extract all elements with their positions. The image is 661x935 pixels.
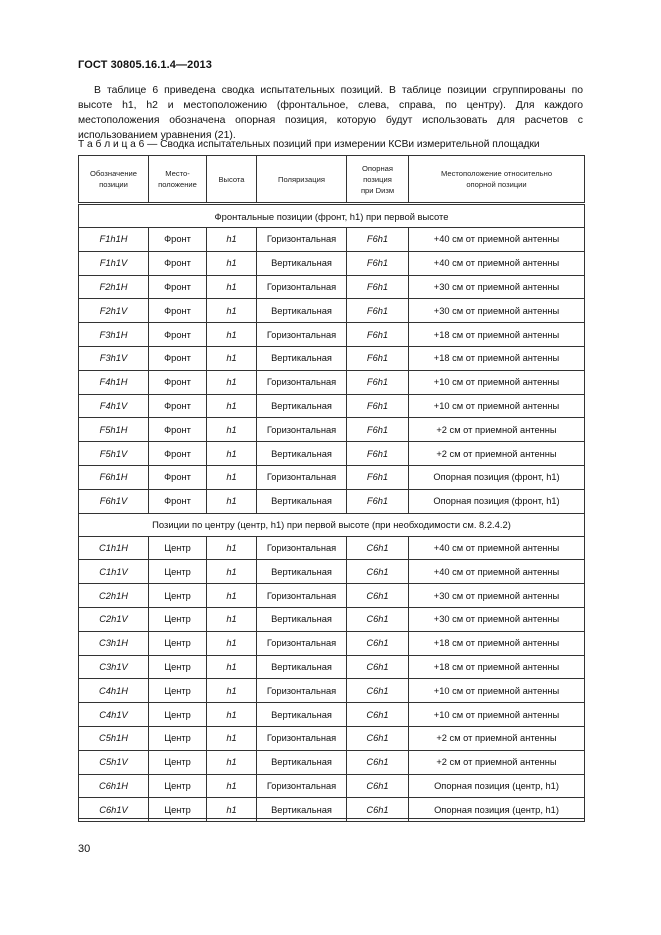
table-cell: C6h1 (347, 703, 409, 727)
table-cell: F6h1 (347, 465, 409, 489)
table-cell: C1h1V (79, 560, 149, 584)
table-cell: F6h1 (347, 228, 409, 252)
table-cell: Горизонтальная (257, 228, 347, 252)
table-cell: C6h1V (79, 798, 149, 822)
table-cell: +30 см от приемной антенны (409, 299, 585, 323)
table-cell: F2h1H (79, 275, 149, 299)
table-cell: +18 см от приемной антенны (409, 631, 585, 655)
table-cell: F6h1V (79, 489, 149, 513)
table-cell: F2h1V (79, 299, 149, 323)
table-cell: Фронт (149, 346, 207, 370)
table-row (79, 346, 585, 370)
table-body (79, 204, 585, 822)
column-header: Высота (207, 156, 257, 204)
table-cell: Горизонтальная (257, 536, 347, 560)
table-cell: Фронт (149, 442, 207, 466)
table-cell: Фронт (149, 323, 207, 347)
table-cell: h1 (207, 726, 257, 750)
table-cell: F6h1 (347, 489, 409, 513)
table-cell: +10 см от приемной антенны (409, 370, 585, 394)
table-row (79, 323, 585, 347)
table-row (79, 726, 585, 750)
table-cell: +18 см от приемной антенны (409, 323, 585, 347)
table-cell: h1 (207, 560, 257, 584)
table-row (79, 631, 585, 655)
table-row (79, 275, 585, 299)
table-cell: Вертикальная (257, 394, 347, 418)
table-cell: F3h1H (79, 323, 149, 347)
table-cell: Опорная позиция (фронт, h1) (409, 489, 585, 513)
table-cell: F6h1 (347, 323, 409, 347)
table-cell: h1 (207, 584, 257, 608)
table-cell: F6h1 (347, 418, 409, 442)
table-cell: +10 см от приемной антенны (409, 394, 585, 418)
table-caption: Т а б л и ц а 6 — Сводка испытательных позиций при измерении КСВи измерительной площадки (78, 139, 540, 150)
table-cell: C2h1H (79, 584, 149, 608)
table-cell: C6h1 (347, 679, 409, 703)
table-cell: Центр (149, 703, 207, 727)
table-cell: F5h1V (79, 442, 149, 466)
table-cell: h1 (207, 465, 257, 489)
table-row (79, 418, 585, 442)
table-cell: +2 см от приемной антенны (409, 442, 585, 466)
table-cell: Горизонтальная (257, 726, 347, 750)
table-cell: C6h1 (347, 536, 409, 560)
table-cell: Центр (149, 584, 207, 608)
table-row (79, 560, 585, 584)
table-cell: +2 см от приемной антенны (409, 750, 585, 774)
intro-paragraph (78, 83, 583, 143)
table-cell: Горизонтальная (257, 584, 347, 608)
table-cell: h1 (207, 251, 257, 275)
table-cell: Центр (149, 798, 207, 822)
table-cell: C1h1H (79, 536, 149, 560)
table-cell: +30 см от приемной антенны (409, 275, 585, 299)
table-cell: h1 (207, 679, 257, 703)
table-cell: C5h1V (79, 750, 149, 774)
table-cell: Вертикальная (257, 299, 347, 323)
table-row (79, 465, 585, 489)
table-cell: h1 (207, 489, 257, 513)
table-cell: C4h1V (79, 703, 149, 727)
column-header: Место-положение (149, 156, 207, 204)
table-cell: h1 (207, 774, 257, 798)
table-row (79, 655, 585, 679)
table-cell: Фронт (149, 370, 207, 394)
table-cell: C5h1H (79, 726, 149, 750)
table-cell: Центр (149, 536, 207, 560)
table-cell: Фронт (149, 394, 207, 418)
table-row (79, 750, 585, 774)
table-cell: F3h1V (79, 346, 149, 370)
table-cell: h1 (207, 655, 257, 679)
table-cell: Центр (149, 726, 207, 750)
table-cell: h1 (207, 418, 257, 442)
table-row (79, 299, 585, 323)
table-cell: h1 (207, 536, 257, 560)
table-cell: Центр (149, 655, 207, 679)
table-cell: +40 см от приемной антенны (409, 560, 585, 584)
table-row (79, 774, 585, 798)
table-cell: Фронт (149, 299, 207, 323)
section-row (79, 204, 585, 228)
table-row (79, 251, 585, 275)
table-cell: F6h1H (79, 465, 149, 489)
table-cell: +18 см от приемной антенны (409, 655, 585, 679)
table-cell: Вертикальная (257, 607, 347, 631)
table-cell: C6h1 (347, 631, 409, 655)
table-cell: h1 (207, 607, 257, 631)
table-cell: F1h1H (79, 228, 149, 252)
table-cell: +18 см от приемной антенны (409, 346, 585, 370)
table-cell: F6h1 (347, 394, 409, 418)
table-cell: +40 см от приемной антенны (409, 251, 585, 275)
table-cell: Вертикальная (257, 442, 347, 466)
table-cell: Фронт (149, 418, 207, 442)
table-cell: Опорная позиция (центр, h1) (409, 798, 585, 822)
table-cell: +30 см от приемной антенны (409, 584, 585, 608)
table-cell: Вертикальная (257, 560, 347, 584)
table-row (79, 584, 585, 608)
table-row (79, 536, 585, 560)
table-cell: Горизонтальная (257, 631, 347, 655)
table-cell: Фронт (149, 465, 207, 489)
table-cell: Фронт (149, 489, 207, 513)
column-header: Обозначение позиции (79, 156, 149, 204)
table-cell: Центр (149, 679, 207, 703)
table-cell: h1 (207, 703, 257, 727)
table-cell: h1 (207, 275, 257, 299)
positions-table (78, 155, 585, 822)
table-cell: Опорная позиция (фронт, h1) (409, 465, 585, 489)
table-cell: Вертикальная (257, 750, 347, 774)
page-number: 30 (78, 843, 91, 855)
table-cell: +10 см от приемной антенны (409, 703, 585, 727)
table-cell: Вертикальная (257, 346, 347, 370)
table-cell: Опорная позиция (центр, h1) (409, 774, 585, 798)
table-cell: Горизонтальная (257, 679, 347, 703)
table-cell: h1 (207, 394, 257, 418)
column-header: Местоположение относительно опорной позиции (409, 156, 585, 204)
table-cell: C6h1 (347, 750, 409, 774)
table-cell: F4h1V (79, 394, 149, 418)
table-cell: C6h1 (347, 774, 409, 798)
table-cell: h1 (207, 442, 257, 466)
table-cell: h1 (207, 346, 257, 370)
table-cell: Горизонтальная (257, 370, 347, 394)
table-cell: C6h1 (347, 655, 409, 679)
table-cell: F6h1 (347, 442, 409, 466)
table-cell: C6h1 (347, 584, 409, 608)
table-cell: C4h1H (79, 679, 149, 703)
table-header-row (79, 156, 585, 204)
table-cell: Горизонтальная (257, 774, 347, 798)
table-cell: h1 (207, 299, 257, 323)
table-cell: Горизонтальная (257, 275, 347, 299)
table-cell: F6h1 (347, 299, 409, 323)
section-title: Фронтальные позиции (фронт, h1) при первой высоте (79, 204, 585, 228)
table-cell: C3h1H (79, 631, 149, 655)
footer-divider (78, 818, 584, 819)
table-cell: h1 (207, 323, 257, 347)
table-cell: F5h1H (79, 418, 149, 442)
table-cell: C6h1 (347, 798, 409, 822)
table-cell: F6h1 (347, 251, 409, 275)
table-cell: +40 см от приемной антенны (409, 228, 585, 252)
table-cell: Вертикальная (257, 251, 347, 275)
table-cell: +40 см от приемной антенны (409, 536, 585, 560)
table-cell: Центр (149, 774, 207, 798)
table-cell: Центр (149, 560, 207, 584)
table-cell: h1 (207, 631, 257, 655)
table-cell: h1 (207, 750, 257, 774)
table-cell: h1 (207, 798, 257, 822)
table-cell: +10 см от приемной антенны (409, 679, 585, 703)
table-row (79, 394, 585, 418)
table-cell: C6h1 (347, 560, 409, 584)
table-cell: F6h1 (347, 275, 409, 299)
table-cell: Горизонтальная (257, 465, 347, 489)
section-title: Позиции по центру (центр, h1) при первой высоте (при необходимости см. 8.2.4.2) (79, 513, 585, 536)
intro-text: В таблице 6 приведена сводка испытательных позиций. В таблице позиции сгруппированы по высоте h1, h2 и местоположению (фронтальное, слева, справа, по центру). Для каждого местоположения обозначена опорная позиция, которую будут использовать для расчетов с использованием уравнения (21). (78, 85, 583, 141)
document-header: ГОСТ 30805.16.1.4—2013 (78, 59, 212, 71)
table-cell: +2 см от приемной антенны (409, 726, 585, 750)
table-cell: +30 см от приемной антенны (409, 607, 585, 631)
table-cell: Вертикальная (257, 703, 347, 727)
table-cell: Вертикальная (257, 489, 347, 513)
table-cell: F6h1 (347, 370, 409, 394)
table-cell: F4h1H (79, 370, 149, 394)
table-cell: Фронт (149, 251, 207, 275)
table-cell: Центр (149, 607, 207, 631)
section-row (79, 513, 585, 536)
table-row (79, 370, 585, 394)
table-cell: Центр (149, 750, 207, 774)
table-cell: Горизонтальная (257, 323, 347, 347)
table-cell: C3h1V (79, 655, 149, 679)
table-cell: Фронт (149, 275, 207, 299)
table-row (79, 679, 585, 703)
table-cell: h1 (207, 228, 257, 252)
column-header: Поляризация (257, 156, 347, 204)
table-row (79, 442, 585, 466)
table-cell: Фронт (149, 228, 207, 252)
table-cell: Горизонтальная (257, 418, 347, 442)
table-row (79, 228, 585, 252)
table-cell: F1h1V (79, 251, 149, 275)
table-row (79, 703, 585, 727)
table-cell: Центр (149, 631, 207, 655)
table-cell: C6h1 (347, 607, 409, 631)
table-cell: C6h1 (347, 726, 409, 750)
table-row (79, 607, 585, 631)
table-cell: h1 (207, 370, 257, 394)
column-header: Опорная позиция при Dизм (347, 156, 409, 204)
table-row (79, 489, 585, 513)
table-cell: C2h1V (79, 607, 149, 631)
table-cell: F6h1 (347, 346, 409, 370)
table-cell: Вертикальная (257, 798, 347, 822)
table-cell: Вертикальная (257, 655, 347, 679)
table-cell: C6h1H (79, 774, 149, 798)
table-cell: +2 см от приемной антенны (409, 418, 585, 442)
